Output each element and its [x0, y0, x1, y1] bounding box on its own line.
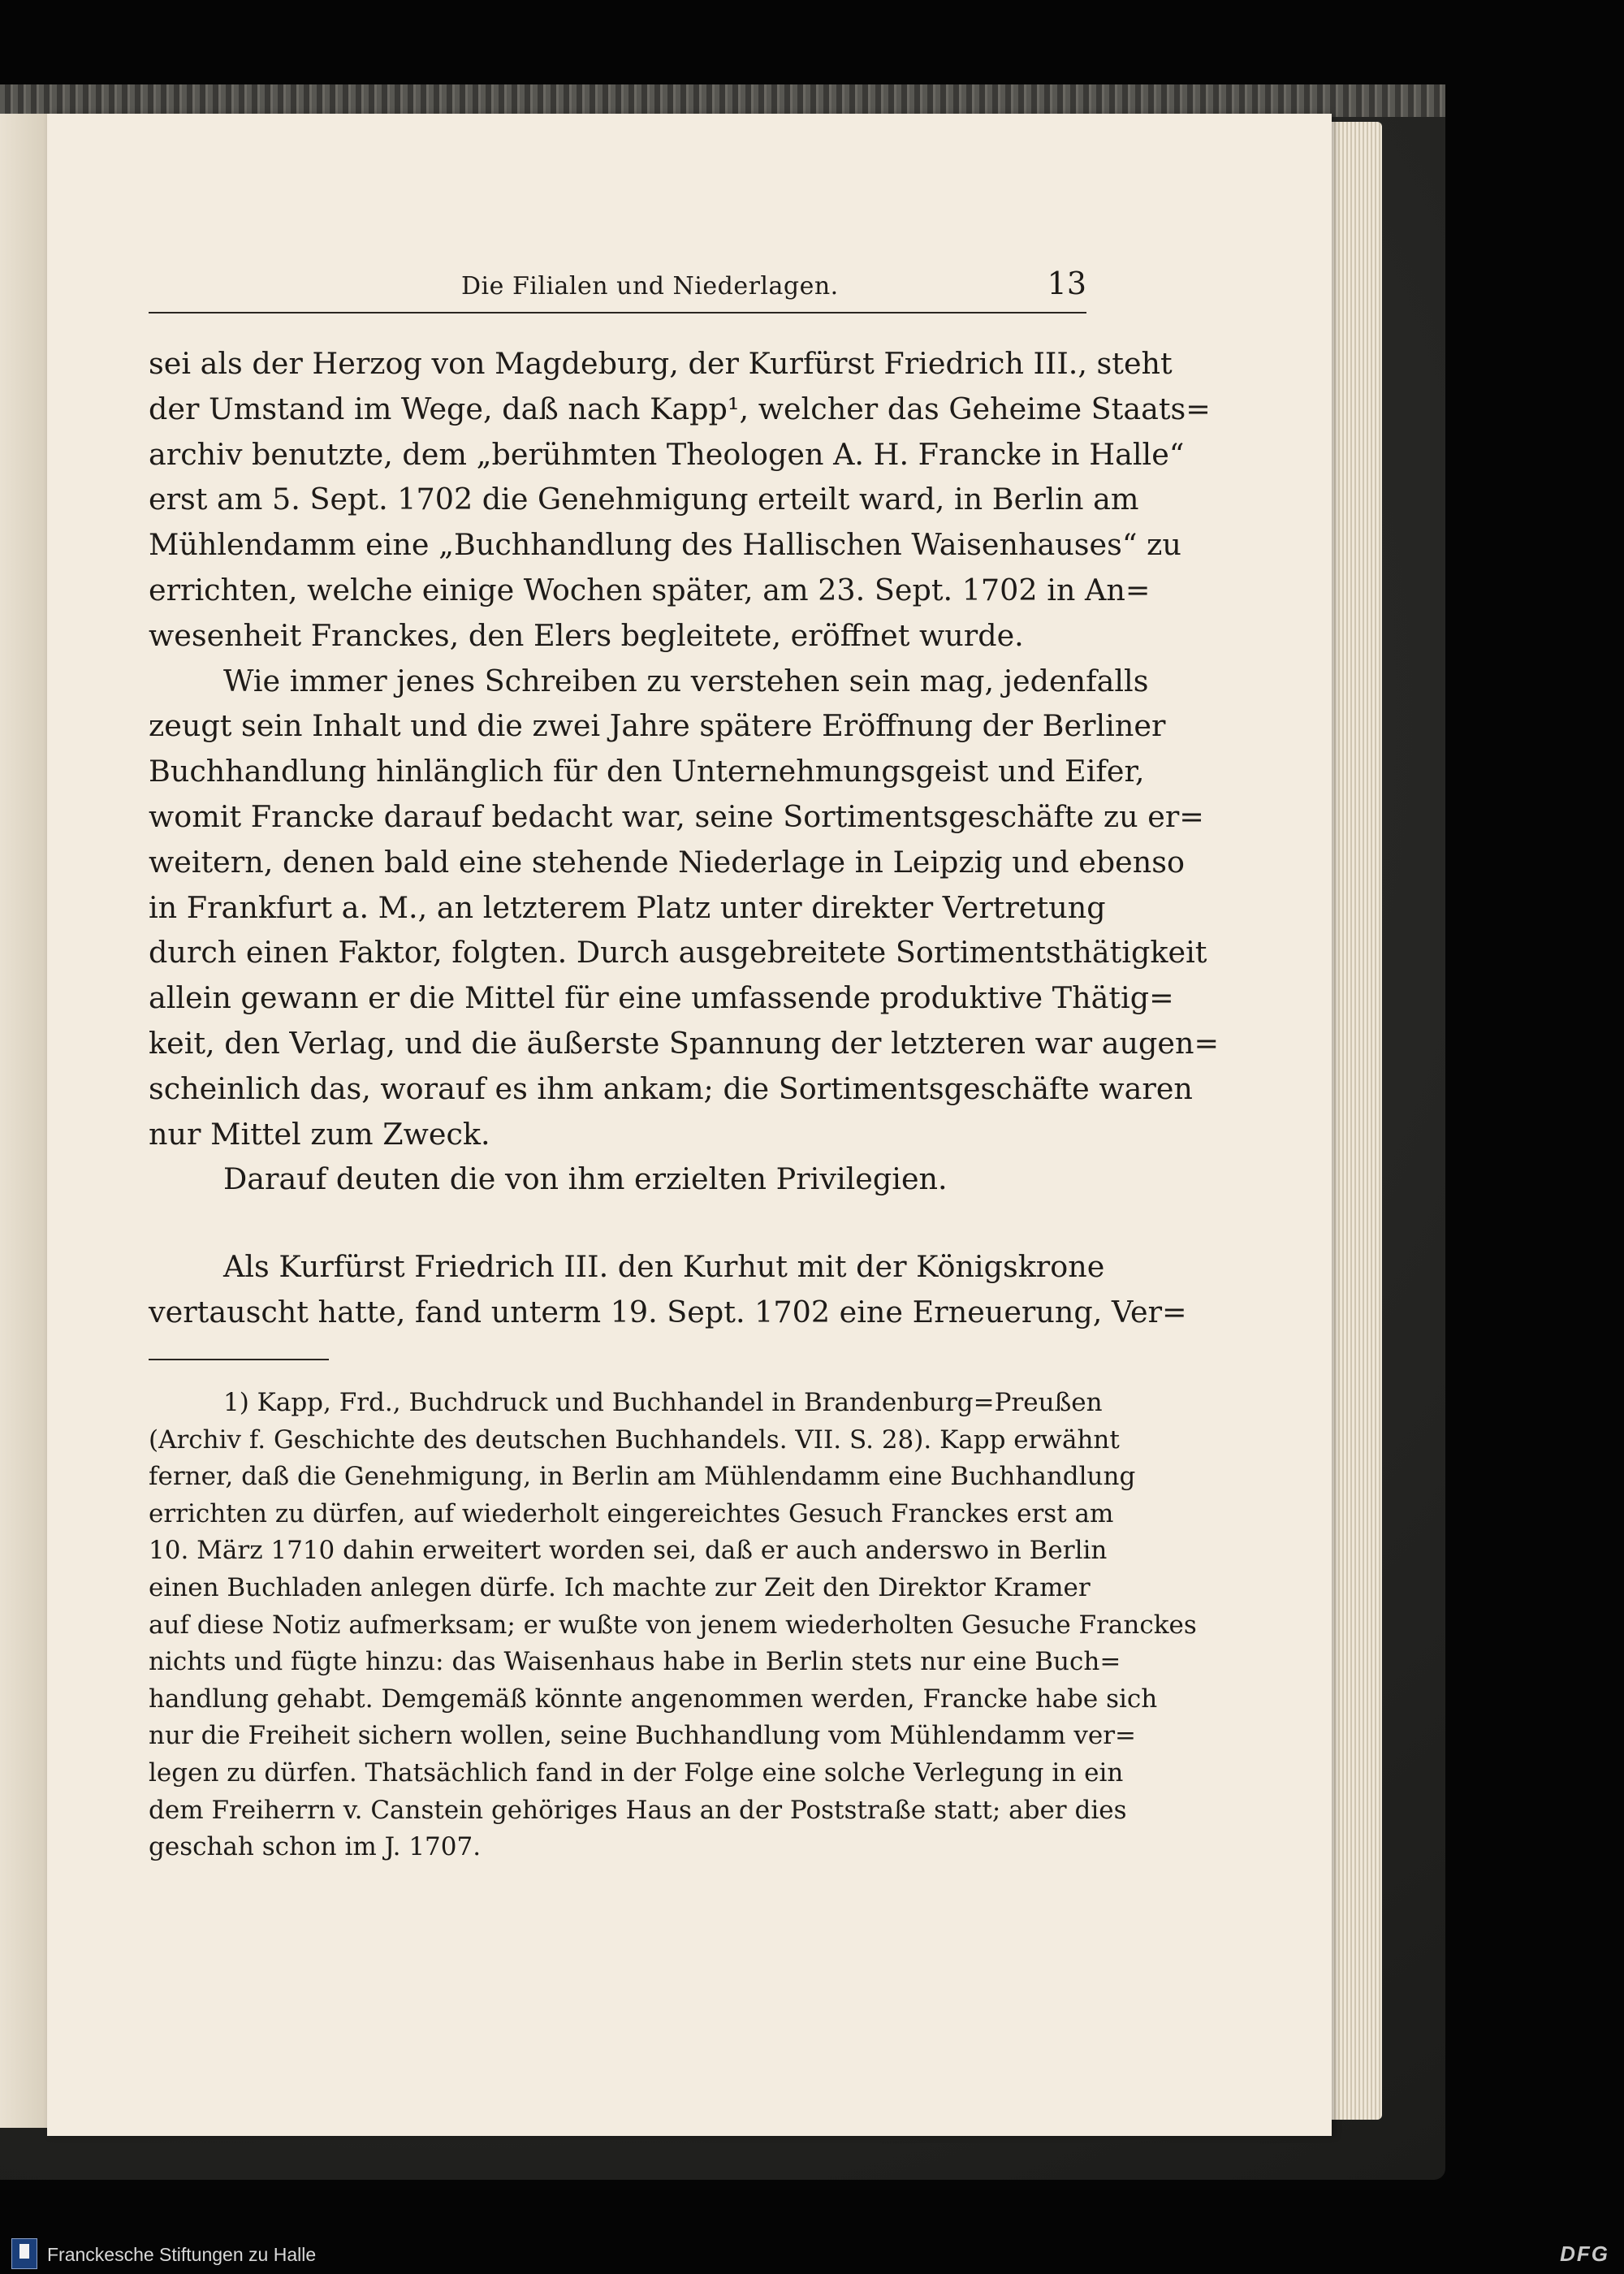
footnote-line: auf diese Notiz aufmerksam; er wußte von jenem wiederholten Gesuche Franckes [149, 1610, 1197, 1640]
footnote-line: einen Buchladen anlegen dürfe. Ich machte zur Zeit den Direktor Kramer [149, 1572, 1091, 1602]
footnote-line: ferner, daß die Genehmigung, in Berlin am Mühlendamm eine Buchhandlung [149, 1462, 1136, 1492]
body-line: in Frankfurt a. M., an letzterem Platz unter direkter Vertretung [149, 889, 1106, 925]
page-number: 13 [1047, 266, 1086, 301]
footnote-line: geschah schon im J. 1707. [149, 1832, 482, 1862]
body-line: vertauscht hatte, fand unterm 19. Sept. 1702 eine Erneuerung, Ver= [149, 1294, 1187, 1329]
footnote-line: dem Freiherrn v. Canstein gehöriges Haus an der Poststraße statt; aber dies [149, 1795, 1127, 1825]
footnote-line: handlung gehabt. Demgemäß könnte angenommen werden, Francke habe sich [149, 1684, 1158, 1714]
footnote-rule [149, 1359, 329, 1360]
body-line: womit Francke darauf bedacht war, seine Sortimentsgeschäfte zu er= [149, 798, 1204, 834]
footnote-line: 10. März 1710 dahin erweitert worden sei, daß er auch anderswo in Berlin [149, 1536, 1108, 1566]
footnote-line: nichts und fügte hinzu: das Waisenhaus habe in Berlin stets nur eine Buch= [149, 1647, 1121, 1677]
body-line: nur Mittel zum Zweck. [149, 1116, 490, 1152]
body-line: archiv benutzte, dem „berühmten Theologen A. H. Francke in Halle“ [149, 436, 1185, 472]
body-line: Wie immer jenes Schreiben zu verstehen sein mag, jedenfalls [223, 663, 1149, 698]
running-head [149, 268, 1086, 313]
body-line: allein gewann er die Mittel für eine umfassende produktive Thätig= [149, 980, 1174, 1016]
body-line: Mühlendamm eine „Buchhandlung des Hallischen Waisenhauses“ zu [149, 527, 1181, 563]
footnotes [149, 1385, 1197, 1866]
body-line: scheinlich das, worauf es ihm ankam; die Sortimentsgeschäfte waren [149, 1070, 1193, 1106]
body-line: zeugt sein Inhalt und die zwei Jahre spätere Eröffnung der Berliner [149, 708, 1166, 744]
body-line: sei als der Herzog von Magdeburg, der Kurfürst Friedrich III., steht [149, 346, 1173, 381]
footnote-line: legen zu dürfen. Thatsächlich fand in der Folge eine solche Verlegung in ein [149, 1757, 1124, 1788]
body-line: durch einen Faktor, folgten. Durch ausgebreitete Sortimentsthätigkeit [149, 935, 1207, 971]
body-line: Als Kurfürst Friedrich III. den Kurhut mit der Königskrone [223, 1249, 1105, 1285]
book-spine-texture [0, 84, 1445, 117]
footnote-line: 1) Kapp, Frd., Buchdruck und Buchhandel in Brandenburg=Preußen [223, 1388, 1103, 1417]
dfg-logo: DFG [1560, 2242, 1609, 2266]
body-line: Darauf deuten die von ihm erzielten Privilegien. [223, 1161, 948, 1197]
body-line: errichten, welche einige Wochen später, am 23. Sept. 1702 in An= [149, 572, 1151, 607]
body-line: Buchhandlung hinlänglich für den Unternehmungsgeist und Eifer, [149, 754, 1145, 789]
footnote-line: (Archiv f. Geschichte des deutschen Buchhandels. VII. S. 28). Kapp erwähnt [149, 1424, 1120, 1455]
footnote-line: nur die Freiheit sichern wollen, seine Buchhandlung vom Mühlendamm ver= [149, 1721, 1137, 1751]
body-line: wesenheit Franckes, den Elers begleitete, eröffnet wurde. [149, 617, 1024, 653]
body-line: erst am 5. Sept. 1702 die Genehmigung erteilt ward, in Berlin am [149, 482, 1139, 517]
body-line: weitern, denen bald eine stehende Niederlage in Leipzig und ebenso [149, 844, 1185, 880]
body-line: der Umstand im Wege, daß nach Kapp¹, welcher das Geheime Staats= [149, 391, 1211, 426]
body-line [149, 1202, 1086, 1244]
institution-label: Franckesche Stiftungen zu Halle [47, 2244, 317, 2265]
body-line: keit, den Verlag, und die äußerste Spannung der letzteren war augen= [149, 1025, 1220, 1061]
running-title: Die Filialen und Niederlagen. [461, 272, 839, 300]
body-text [149, 341, 1220, 1335]
facing-page-edge [0, 114, 47, 2128]
footnote-line: errichten zu dürfen, auf wiederholt eingereichtes Gesuch Franckes erst am [149, 1498, 1114, 1528]
institution-logo-icon [11, 2238, 37, 2269]
viewer-footer [0, 2233, 1624, 2274]
